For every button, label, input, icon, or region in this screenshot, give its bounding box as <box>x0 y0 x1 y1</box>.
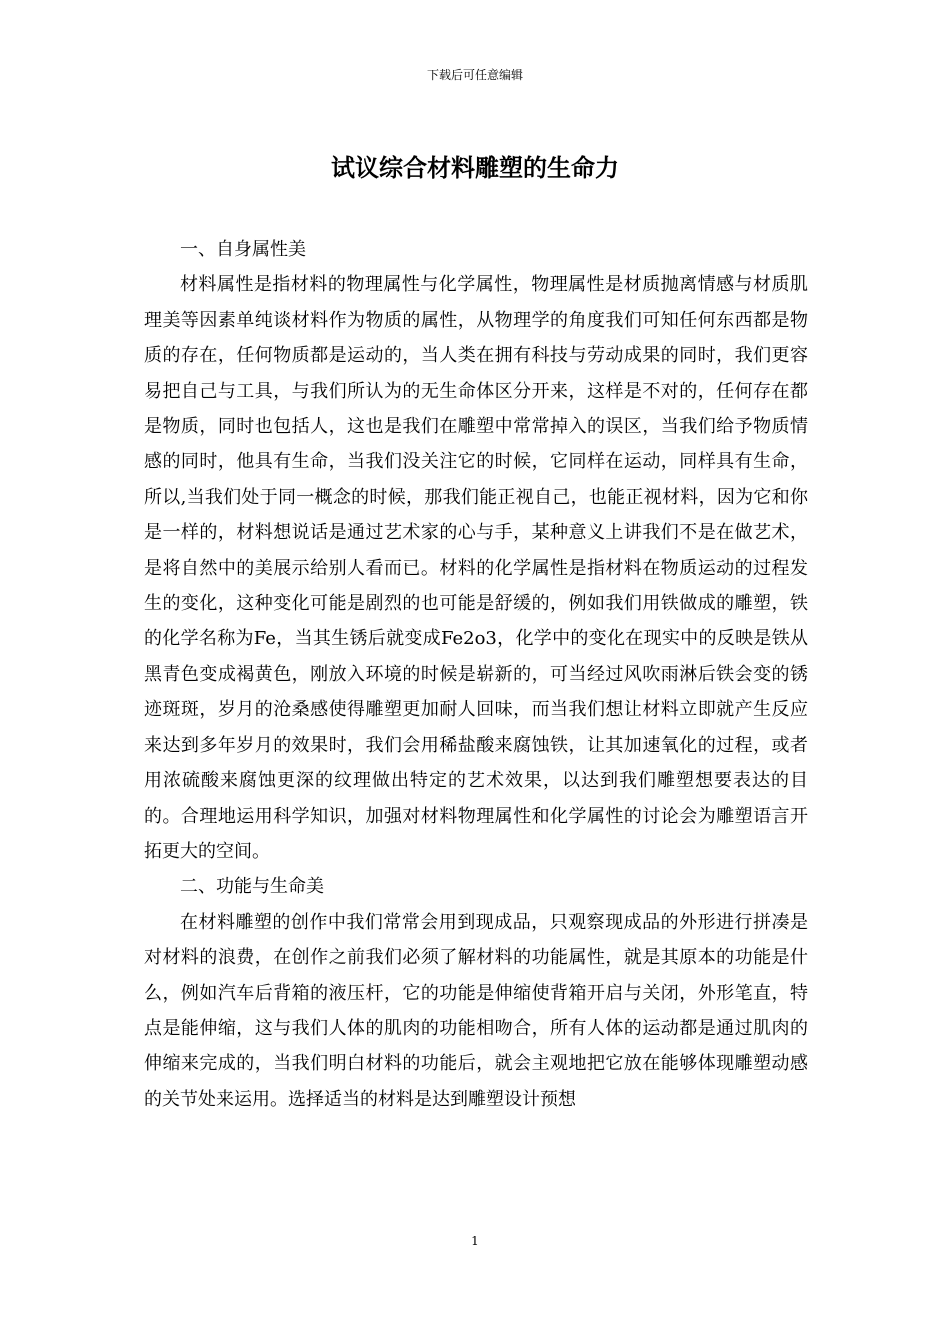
document-body <box>144 232 808 1117</box>
section-heading-1: 一、自身属性美 <box>180 239 306 260</box>
header-note: 下载后可任意编辑 <box>426 68 523 82</box>
page-number: 1 <box>471 1234 479 1248</box>
document-title: 试议综合材料雕塑的生命力 <box>331 154 619 182</box>
section-heading-2: 二、功能与生命美 <box>180 876 324 898</box>
section-paragraph-1: 材料属性是指材料的物理属性与化学属性，物理属性是材质抛离情感与材质肌理美等因素单纯谈材料作为物质的属性，从物理学的角度我们可知任何东西都是物质的存在，任何物质都是运动的，当人类在拥有科技与劳动成果的同时，我们更容易把自己与工具，与我们所认为的无生命体区分开来，这样是不对的，任何存在都是物质，同时也包括人，这也是我们在雕塑中常常掉入的误区，当我们给予物质情感的同时，他具有生命，当我们没关注它的时候，它同样在运动，同样具有生命，所以,当我们处于同一概念的时候，那我们能正视自己，也能正视材料，因为它和你是一样的，材料想说话是通过艺术家的心与手，某种意义上讲我们不是在做艺术，是将自然中的美展示给别人看而已。材料的化学属性是指材料在物质运动的过程发生的变化，这种变化可能是剧烈的也可能是舒缓的，例如我们用铁做成的雕塑，铁的化学名称为Fe，当其生锈后就变成Fe2o3，化学中的变化在现实中的反映是铁从黑青色变成褐黄色，刚放入环境的时候是崭新的，可当经过风吹雨淋后铁会变的锈迹斑斑，岁月的沧桑感使得雕塑更加耐人回味，而当我们想让材料立即就产生反应来达到多年岁月的效果时，我们会用稀盐酸来腐蚀铁，让其加速氧化的过程，或者用浓硫酸来腐蚀更深的纹理做出特定的艺术效果，以达到我们雕塑想要表达的目的。合理地运用科学知识，加强对材料物理属性和化学属性的讨论会为雕塑语言开拓更大的空间。 <box>144 274 808 862</box>
section-paragraph-2: 在材料雕塑的创作中我们常常会用到现成品，只观察现成品的外形进行拼凑是对材料的浪费，在创作之前我们必须了解材料的功能属性，就是其原本的功能是什么，例如汽车后背箱的液压杆，它的功能是伸缩使背箱开启与关闭，外形笔直，特点是能伸缩，这与我们人体的肌肉的功能相吻合，所有人体的运动都是通过肌肉的伸缩来完成的，当我们明白材料的功能后，就会主观地把它放在能够体现雕塑动感的关节处来运用。选择适当的材料是达到雕塑设计预想 <box>144 911 808 1110</box>
